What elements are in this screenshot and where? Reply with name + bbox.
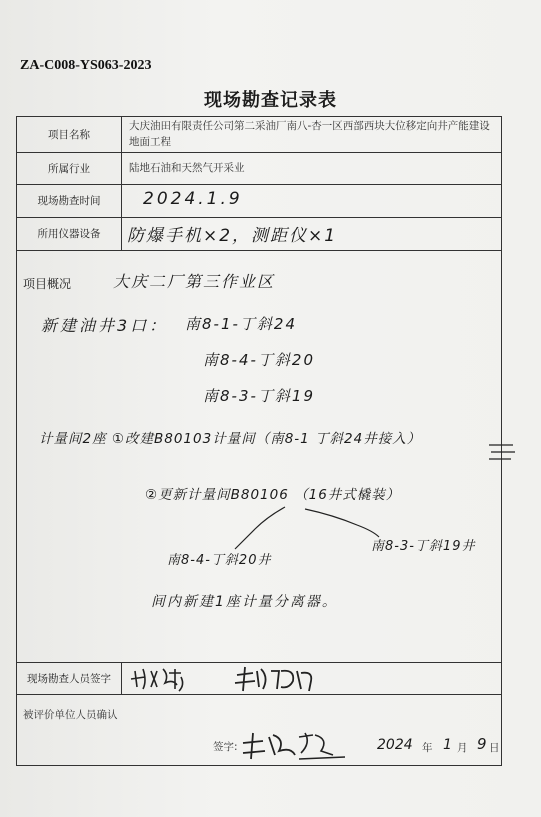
label-unit-confirmation: 被评价单位人员确认 (23, 709, 118, 721)
value-survey-time: 2024.1.9 (143, 189, 243, 209)
date-year-unit: 年 (422, 742, 433, 754)
label-industry: 所属行业 (48, 162, 90, 175)
surveyor-signature-image (129, 665, 329, 693)
value-industry: 陆地石油和天然气开采业 (129, 162, 245, 174)
value-project-name: 大庆油田有限责任公司第二采油厂南八-杏一区西部西块大位移定向井产能建设地面工程 (129, 120, 490, 148)
overview-new-meter: ②更新计量间B80106 （16井式橇装） (145, 487, 401, 503)
well-item: 南8-4-丁斜20 (203, 351, 315, 369)
overview-unit: 大庆二厂第三作业区 (113, 272, 276, 291)
date-day: 9 (477, 735, 487, 753)
column-divider (121, 662, 122, 694)
well-item: 南8-1-丁斜24 (185, 315, 297, 333)
label-overview: 项目概况 (23, 277, 72, 291)
date-month: 1 (443, 737, 452, 753)
branch-lines (17, 117, 503, 662)
confirmation-signature-image (239, 729, 349, 763)
overview-separator: 间内新建1座计量分离器。 (151, 594, 338, 610)
document-code: ZA-C008-YS063-2023 (20, 58, 152, 73)
overview-new-wells: 新建油井3口： (41, 316, 169, 335)
date-day-unit: 日 (489, 742, 500, 754)
label-project-name: 项目名称 (48, 129, 90, 141)
branch-right-well: 南8-3-丁斜19井 (371, 539, 476, 554)
branch-left-well: 南8-4-丁斜20井 (167, 553, 272, 568)
label-surveyor-signature: 现场勘查人员签字 (27, 672, 111, 685)
row-divider (17, 694, 501, 695)
value-instruments: 防爆手机×2，测距仪×1 (127, 226, 338, 246)
label-instruments: 所用仪器设备 (37, 228, 101, 240)
well-item: 南8-3-丁斜19 (203, 387, 315, 405)
overview-meter-rooms: 计量间2座 ①改建B80103计量间（南8-1 丁斜24井接入） (39, 431, 422, 447)
date-year: 2024 (377, 737, 413, 753)
label-sign: 签字: (213, 741, 238, 753)
label-survey-time: 现场勘查时间 (37, 195, 101, 207)
survey-form-table (16, 116, 502, 766)
form-title: 现场勘查记录表 (204, 90, 337, 111)
date-month-unit: 月 (457, 742, 468, 754)
